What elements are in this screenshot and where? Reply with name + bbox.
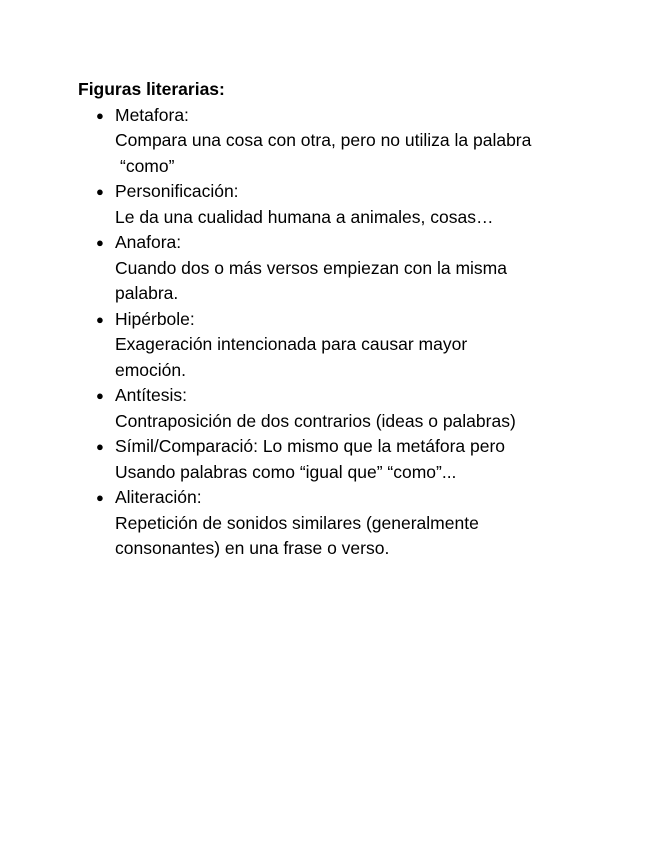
list-item-antitesis bbox=[78, 383, 598, 434]
bullet-icon: ● bbox=[96, 490, 104, 505]
document-heading: Figuras literarias: bbox=[78, 79, 225, 99]
bullet-icon: ● bbox=[96, 184, 104, 199]
item-description: emoción. bbox=[115, 359, 187, 380]
bullet-icon: ● bbox=[96, 439, 104, 454]
item-description: Exageración intencionada para causar mayor bbox=[115, 334, 468, 354]
list-item-metafora bbox=[78, 103, 598, 180]
item-description: Repetición de sonidos similares (generalmente bbox=[115, 512, 479, 533]
item-description: Le da una cualidad humana a animales, cosas… bbox=[115, 206, 494, 227]
item-description: “como” bbox=[120, 155, 175, 176]
document-content bbox=[78, 77, 598, 562]
item-term: Aliteración: bbox=[115, 487, 202, 507]
list-item-personificacion bbox=[78, 179, 598, 230]
item-term: Hipérbole: bbox=[115, 308, 195, 329]
item-term: Metafora: bbox=[115, 104, 189, 125]
list-item-simil bbox=[78, 434, 598, 485]
item-description: Contraposición de dos contrarios (ideas o palabras) bbox=[115, 410, 516, 431]
bullet-icon: ● bbox=[96, 311, 104, 327]
item-term: Antítesis: bbox=[115, 385, 187, 405]
list-item-anafora bbox=[78, 230, 598, 307]
bullet-icon: ● bbox=[96, 235, 104, 250]
item-description: Compara una cosa con otra, pero no utiliza la palabra bbox=[115, 130, 532, 150]
item-term: Anafora: bbox=[115, 232, 182, 252]
item-description: palabra. bbox=[115, 283, 179, 303]
item-description: Usando palabras como “igual que” “como”... bbox=[115, 461, 457, 482]
list-item-aliteracion bbox=[78, 485, 598, 562]
item-description: consonantes) en una frase o verso. bbox=[115, 538, 390, 558]
bullet-icon: ● bbox=[96, 388, 104, 403]
figures-list bbox=[78, 103, 598, 562]
list-item-hiperbole bbox=[78, 307, 598, 384]
item-term: Símil/Comparació: Lo mismo que la metáfora pero bbox=[115, 436, 506, 456]
item-term: Personificación: bbox=[115, 181, 239, 201]
item-description: Cuando dos o más versos empiezan con la misma bbox=[115, 257, 507, 278]
bullet-icon: ● bbox=[96, 107, 104, 123]
